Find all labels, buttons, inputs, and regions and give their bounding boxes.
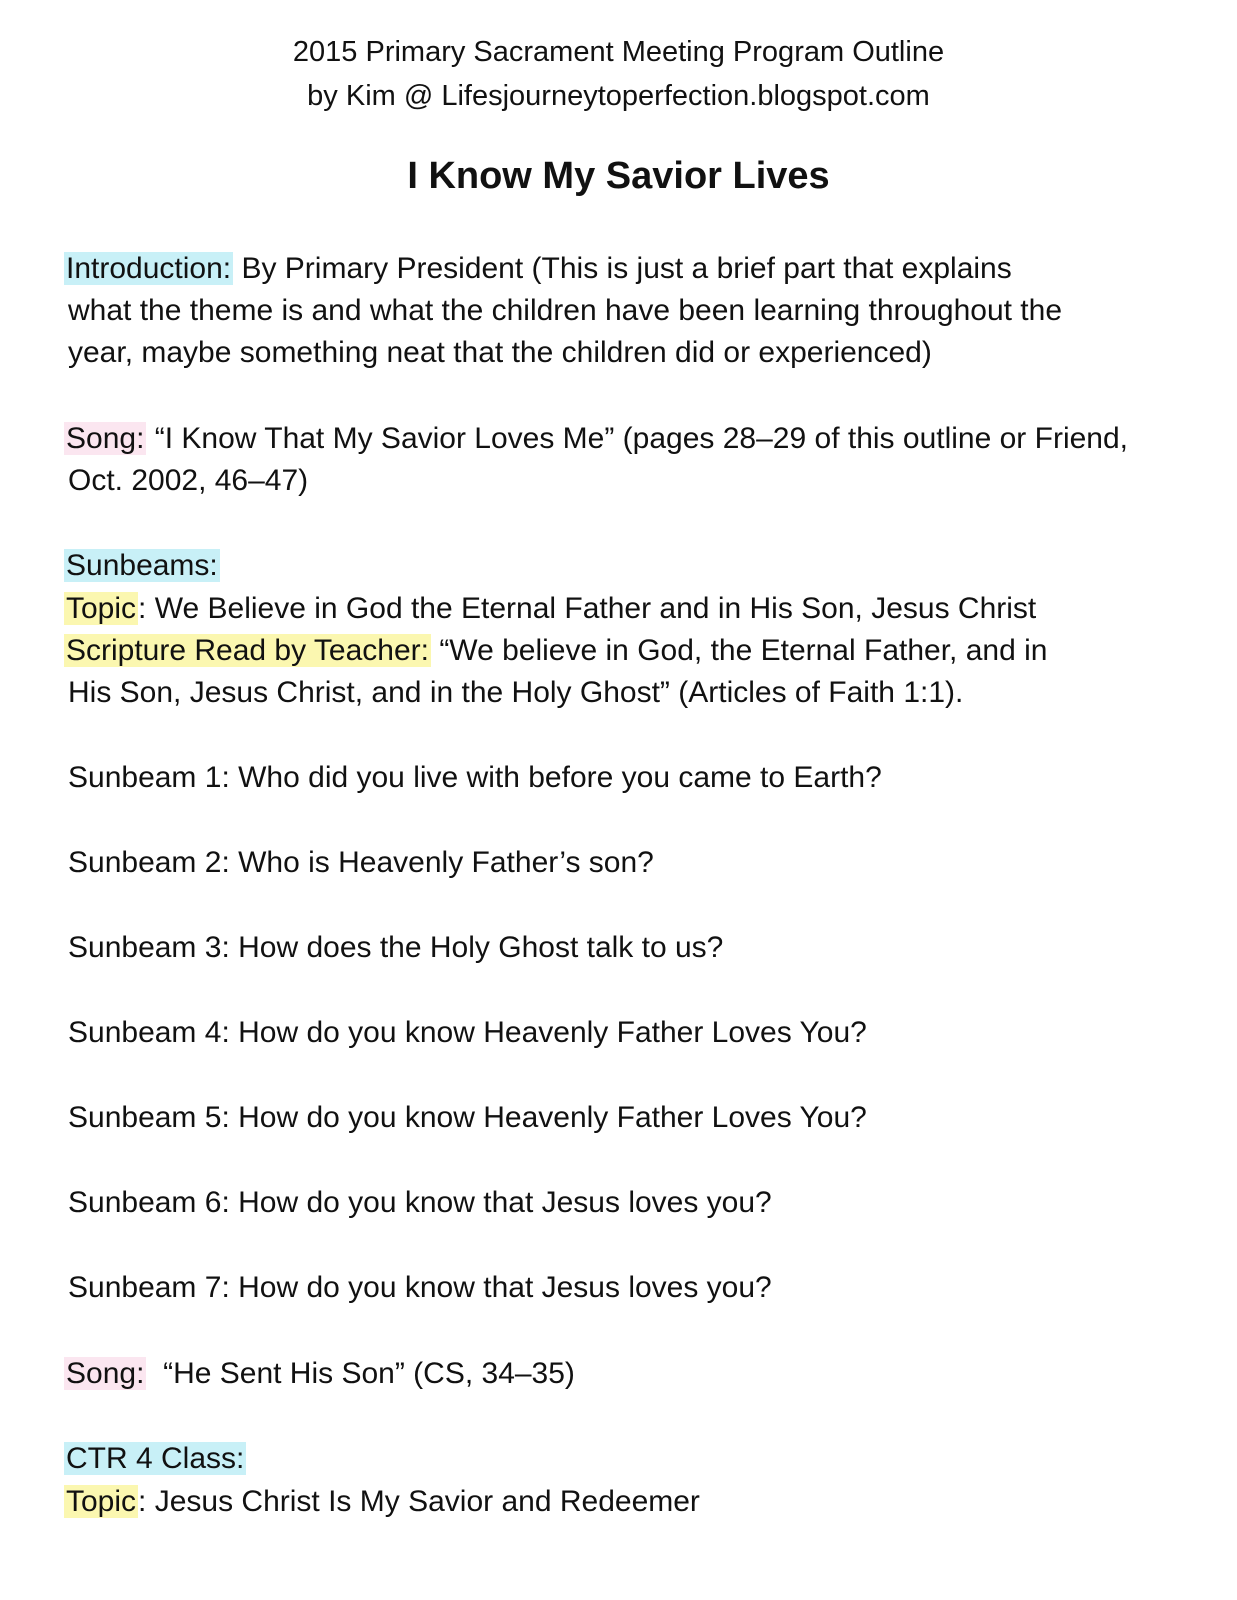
introduction-text-1: By Primary President (This is just a brief part that explains <box>233 252 1012 285</box>
ctr4-heading <box>68 1438 246 1480</box>
introduction-label: Introduction: <box>66 252 232 285</box>
sunbeam-question-6: Sunbeam 6: How do you know that Jesus loves you? <box>68 1186 772 1219</box>
sunbeams-scripture-line-2: His Son, Jesus Christ, and in the Holy Ghost” (Articles of Faith 1:1). <box>68 676 964 709</box>
sunbeams-topic-text: : We Believe in God the Eternal Father and in His Son, Jesus Christ <box>138 592 1037 625</box>
sunbeam-question-5: Sunbeam 5: How do you know Heavenly Father Loves You? <box>68 1101 867 1134</box>
ctr4-heading-label: CTR 4 Class: <box>66 1442 245 1475</box>
ctr4-topic-text: : Jesus Christ Is My Savior and Redeemer <box>138 1485 700 1518</box>
sunbeams-topic-label: Topic <box>66 592 137 625</box>
sunbeam-question-2: Sunbeam 2: Who is Heavenly Father’s son? <box>68 846 654 879</box>
header-line-1: 2015 Primary Sacrament Meeting Program Outline <box>292 36 945 68</box>
song-1-label: Song: <box>66 422 145 455</box>
sunbeams-scripture-line-1 <box>68 630 1047 672</box>
song-2-line <box>68 1353 575 1395</box>
sunbeam-question-3: Sunbeam 3: How does the Holy Ghost talk to us? <box>68 931 724 964</box>
song-2-label: Song: <box>66 1357 145 1390</box>
song-2-text: “He Sent His Son” (CS, 34–35) <box>146 1357 575 1390</box>
sunbeams-scripture-text-1: “We believe in God, the Eternal Father, and in <box>430 634 1048 667</box>
sunbeam-question-7: Sunbeam 7: How do you know that Jesus loves you? <box>68 1271 772 1304</box>
introduction-line-2: what the theme is and what the children have been learning throughout the <box>68 294 1063 327</box>
ctr4-topic <box>68 1481 700 1523</box>
song-1-line-2: Oct. 2002, 46–47) <box>68 464 309 497</box>
sunbeams-scripture-label: Scripture Read by Teacher: <box>66 634 429 667</box>
sunbeams-topic <box>68 588 1036 630</box>
song-1-text: “I Know That My Savior Loves Me” (pages 28–29 of this outline or Friend, <box>146 422 1128 455</box>
sunbeam-question-1: Sunbeam 1: Who did you live with before you came to Earth? <box>68 761 882 794</box>
page-title: I Know My Savior Lives <box>407 155 830 197</box>
introduction-line-1 <box>68 248 1012 290</box>
sunbeams-heading-label: Sunbeams: <box>66 549 218 582</box>
song-1-line-1 <box>68 418 1128 460</box>
header-line-2: by Kim @ Lifesjourneytoperfection.blogspot.com <box>307 80 930 112</box>
sunbeam-question-4: Sunbeam 4: How do you know Heavenly Father Loves You? <box>68 1016 867 1049</box>
ctr4-topic-label: Topic <box>66 1485 137 1518</box>
sunbeams-heading <box>68 545 220 587</box>
introduction-line-3: year, maybe something neat that the children did or experienced) <box>68 336 932 369</box>
